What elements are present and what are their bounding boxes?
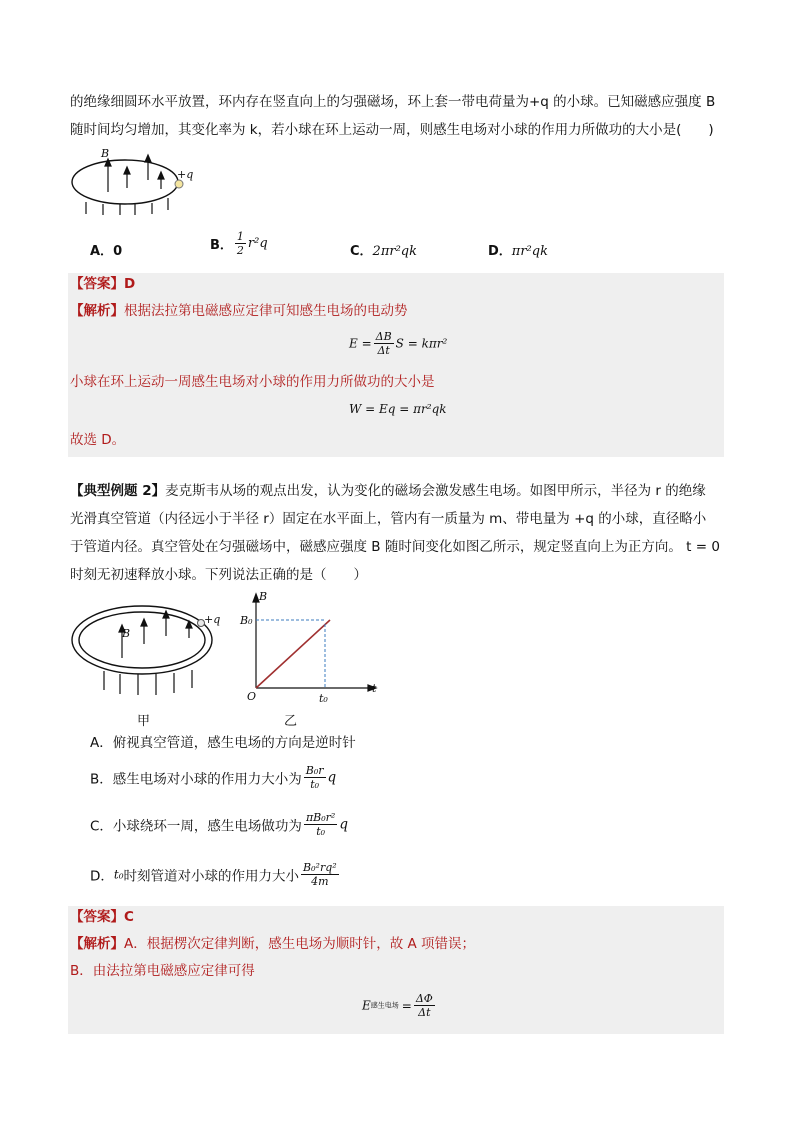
q2-eq-sub: 感生电场	[370, 1001, 399, 1010]
q1-answer-tag: 【答案】	[70, 276, 124, 292]
q2-answer	[70, 907, 134, 927]
q1-option-d	[488, 240, 548, 259]
q2-option-c-text: C．小球绕环一周，感生电场做功为	[90, 818, 302, 835]
q1-option-a	[90, 240, 122, 259]
q2-analysis-text1: A．根据楞次定律判断，感生电场为顺时针，故 A 项错误；	[124, 936, 476, 952]
q2-option-c-den: t₀	[316, 825, 326, 838]
q2-analysis-line2: B．由法拉第电磁感应定律可得	[70, 963, 255, 979]
q1-option-a-label: A．	[90, 244, 114, 259]
q2-eq-lhs: E	[362, 998, 371, 1013]
q1-eq1-lhs: E =	[349, 336, 372, 351]
q2-option-c-tail: q	[339, 816, 348, 833]
q1-stem-line1: 的绝缘细圆环水平放置，环内存在竖直向上的匀强磁场，环上套一带电荷量为+q 的小球。已知磁感应强度 B	[70, 94, 716, 110]
q2-yi-caption: 乙	[284, 714, 298, 729]
q2-stem-line3: 于管道内径。真空管处在匀强磁场中，磁感应强度 B 随时间变化如图乙所示，规定竖直向上为正方向。 t = 0	[70, 539, 720, 555]
q1-eq1-num: ΔB	[375, 330, 392, 343]
q2-eq-num: ΔΦ	[415, 992, 433, 1005]
q1-equation-emf	[349, 330, 447, 357]
q2-figure-jia	[70, 596, 220, 702]
q1-eq1-rhs: S = kπr²	[395, 336, 448, 351]
q1-stem-line2: 随时间均匀增加，其变化率为 k，若小球在环上运动一周，则感生电场对小球的作用力所做功的大小是( )	[70, 122, 714, 138]
q2-option-c	[90, 811, 348, 838]
q2-option-d-num: B₀²rq²	[303, 861, 337, 874]
q2-option-d-t0: t₀	[113, 867, 124, 882]
q1-option-c	[350, 240, 417, 259]
q1-option-b-tail: r²q	[247, 236, 268, 251]
q2-yi-t0-label: t₀	[319, 692, 328, 705]
q2-yi-origin-label: O	[247, 690, 257, 703]
q1-answer-value: D	[124, 276, 136, 292]
q1-option-b	[210, 230, 268, 257]
q1-option-b-num: 1	[236, 230, 244, 243]
q2-option-b-den: t₀	[310, 778, 320, 791]
q2-analysis-tag: 【解析】	[70, 936, 124, 952]
q1-q-label: +q	[177, 168, 194, 181]
q2-option-b	[90, 764, 336, 791]
q2-option-c-num: πB₀r²	[305, 811, 336, 824]
q2-stem-line1	[70, 481, 706, 501]
q2-tag: 【典型例题 2】	[70, 483, 166, 499]
q2-jia-q-label: +q	[204, 613, 221, 626]
q2-yi-x-label: t	[372, 682, 377, 695]
q1-ring-figure	[68, 146, 198, 216]
q1-option-c-value: 2πr²qk	[372, 244, 417, 259]
q1-option-b-label: B．	[210, 238, 233, 253]
q2-eq-den: Δt	[418, 1006, 431, 1019]
q1-b-label: B	[101, 147, 110, 160]
q1-analysis-text1: 根据法拉第电磁感应定律可知感生电场的电动势	[124, 303, 408, 319]
q1-eq1-den: Δt	[377, 344, 390, 357]
q1-analysis-line2: 小球在环上运动一周感生电场对小球的作用力所做功的大小是	[70, 374, 435, 390]
q1-equation-work: W = Eq = πr²qk	[349, 402, 447, 416]
q2-option-d-text: 时刻管道对小球的作用力大小	[123, 868, 300, 885]
q2-answer-value: C	[124, 909, 134, 925]
q2-option-d-den: 4m	[311, 875, 329, 888]
q2-equation-emf	[362, 992, 437, 1019]
q1-analysis-line3: 故选 D。	[70, 432, 126, 448]
q1-answer	[70, 274, 135, 294]
q1-option-d-value: πr²qk	[511, 244, 548, 259]
q2-option-b-tail: q	[327, 769, 337, 786]
q1-option-d-label: D．	[488, 244, 512, 259]
q1-analysis-tag: 【解析】	[70, 303, 124, 319]
q1-option-b-den: 2	[236, 244, 244, 257]
q1-option-c-label: C．	[350, 244, 373, 259]
q2-option-a: A．俯视真空管道，感生电场的方向是逆时针	[90, 735, 356, 751]
q2-option-d	[90, 861, 341, 888]
q2-stem-text1: 麦克斯韦从场的观点出发，认为变化的磁场会激发感生电场。如图甲所示，半径为 r 的绝缘	[165, 483, 706, 499]
q2-option-b-text: B．感生电场对小球的作用力大小为	[90, 771, 302, 788]
q2-answer-tag: 【答案】	[70, 909, 124, 925]
q2-jia-caption: 甲	[137, 714, 151, 729]
q2-yi-y-label: B	[259, 590, 268, 603]
q2-option-b-num: B₀r	[305, 764, 324, 777]
q2-figure-yi	[236, 590, 386, 702]
q2-analysis-line1	[70, 934, 475, 954]
q2-stem-line4: 时刻无初速释放小球。下列说法正确的是（ ）	[70, 567, 367, 583]
q2-yi-b0-label: B₀	[240, 614, 253, 627]
q2-option-d-label: D．	[90, 868, 114, 885]
q2-eq-eq: =	[401, 998, 412, 1013]
q1-analysis-line1	[70, 301, 408, 321]
q2-stem-line2: 光滑真空管道（内径远小于半径 r）固定在水平面上，管内有一质量为 m、带电量为 +q 的小球，直径略小	[70, 511, 707, 527]
q1-option-a-value: 0	[113, 244, 123, 259]
q2-jia-b-label: B	[122, 627, 131, 640]
